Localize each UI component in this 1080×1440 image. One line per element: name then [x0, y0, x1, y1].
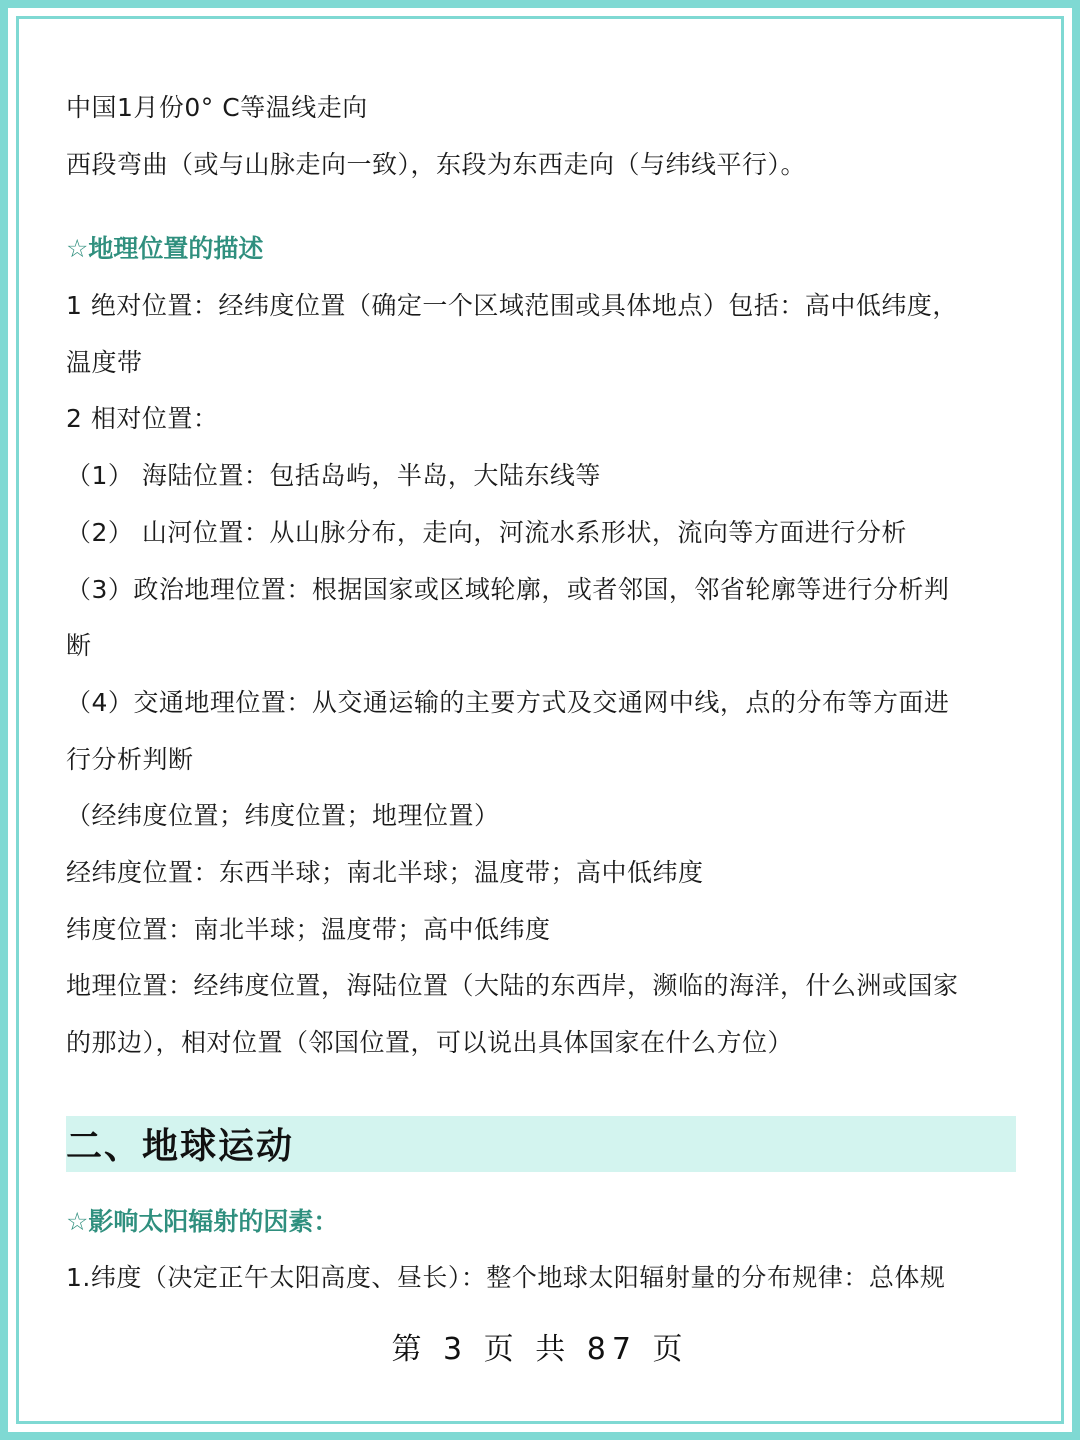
text-line: 行分析判断	[66, 744, 194, 774]
text-line: 1.纬度（决定正午太阳高度、昼长）：整个地球太阳辐射量的分布规律：总体规	[66, 1263, 946, 1293]
text-line: 断	[66, 631, 92, 661]
text-line: 纬度位置：南北半球；温度带；高中低纬度	[66, 914, 551, 944]
subheading-location: ☆地理位置的描述	[66, 234, 264, 264]
text-line: 1 绝对位置：经纬度位置（确定一个区域范围或具体地点）包括：高中低纬度，	[66, 291, 958, 321]
subheading-radiation: ☆影响太阳辐射的因素：	[66, 1206, 339, 1236]
text-line: （经纬度位置；纬度位置；地理位置）	[66, 801, 500, 831]
text-line: （3）政治地理位置：根据国家或区域轮廓，或者邻国，邻省轮廓等进行分析判	[66, 574, 950, 604]
text-line: 经纬度位置：东西半球；南北半球；温度带；高中低纬度	[66, 857, 704, 887]
document-body	[66, 80, 1016, 1307]
text-line: （4）交通地理位置：从交通运输的主要方式及交通网中线，点的分布等方面进	[66, 687, 950, 717]
text-line: （1） 海陆位置：包括岛屿，半岛，大陆东线等	[66, 461, 601, 491]
text-line: 西段弯曲（或与山脉走向一致），东段为东西走向（与纬线平行）。	[66, 149, 807, 179]
section-title-bar	[66, 1116, 1016, 1172]
spacer	[66, 1072, 1016, 1116]
text-line: （2） 山河位置：从山脉分布，走向，河流水系形状，流向等方面进行分析	[66, 517, 907, 547]
text-line: 2 相对位置：	[66, 404, 219, 434]
text-line: 地理位置：经纬度位置，海陆位置（大陆的东西岸，濒临的海洋，什么洲或国家	[66, 971, 959, 1001]
text-line: 温度带	[66, 347, 143, 377]
text-line: 的那边），相对位置（邻国位置，可以说出具体国家在什么方位）	[66, 1028, 794, 1057]
spacer	[66, 193, 1016, 221]
page-number-footer: 第 3 页 共 87 页	[391, 1332, 689, 1367]
spacer	[66, 1172, 1016, 1194]
text-line: 中国1月份0° C等温线走向	[66, 93, 368, 122]
section-title: 二、地球运动	[66, 1126, 295, 1168]
